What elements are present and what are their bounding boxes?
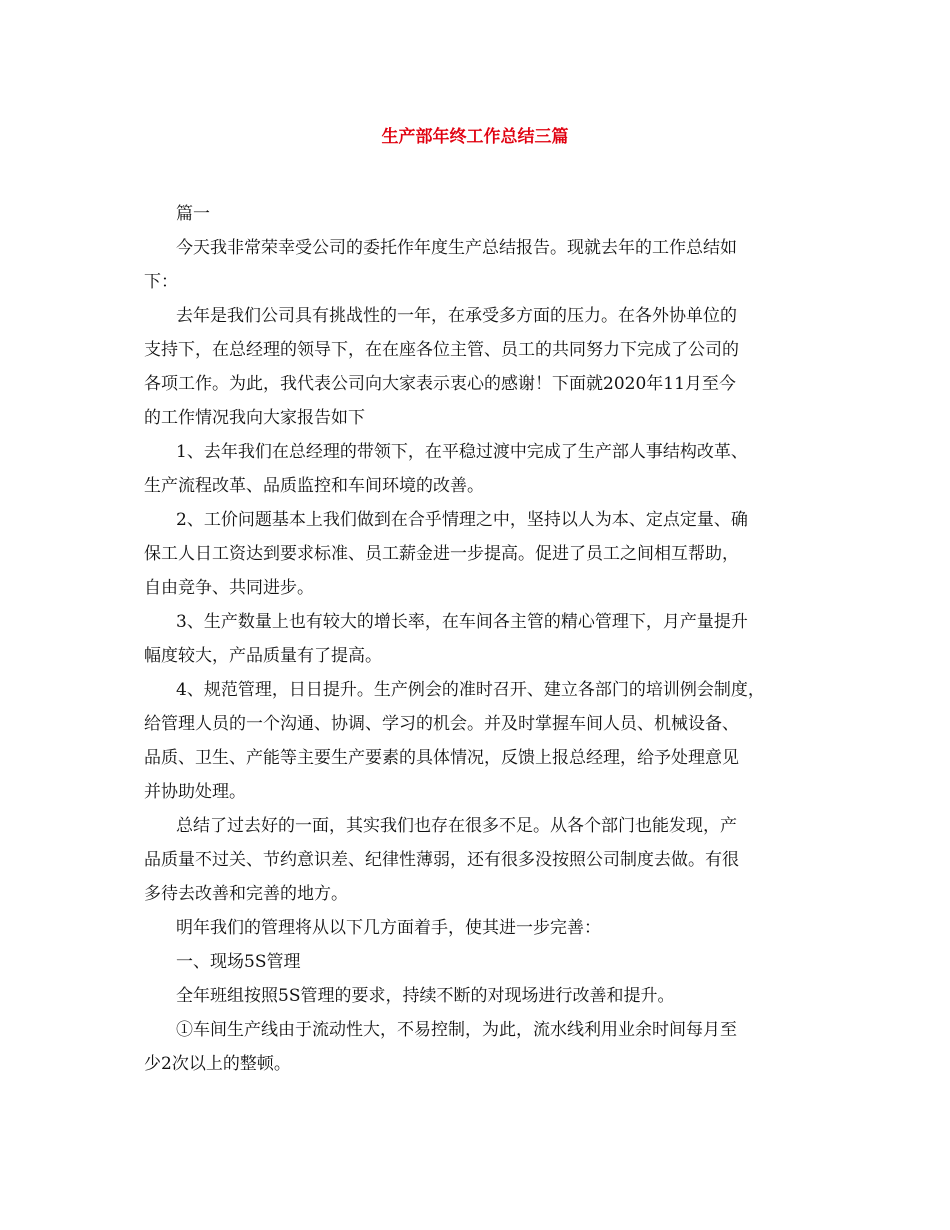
paragraph-line: 去年是我们公司具有挑战性的一年，在承受多方面的压力。在各外协单位的 bbox=[176, 306, 737, 326]
paragraph-line: 多待去改善和完善的地方。 bbox=[144, 884, 348, 904]
document-title: 生产部年终工作总结三篇 bbox=[381, 127, 569, 147]
paragraph-line: 明年我们的管理将从以下几方面着手，使其进一步完善： bbox=[176, 918, 601, 938]
list-item-line: 少2次以上的整顿。 bbox=[144, 1054, 291, 1074]
paragraph-line: 全年班组按照5S管理的要求，持续不断的对现场进行改善和提升。 bbox=[176, 986, 675, 1006]
document-body bbox=[144, 197, 808, 1081]
paragraph-line: 品质量不过关、节约意识差、纪律性薄弱，还有很多没按照公司制度去做。有很 bbox=[144, 850, 739, 870]
paragraph-line: 今天我非常荣幸受公司的委托作年度生产总结报告。现就去年的工作总结如 bbox=[176, 238, 737, 258]
list-item-line: 并协助处理。 bbox=[144, 782, 246, 802]
paragraph-line: 各项工作。为此，我代表公司向大家表示衷心的感谢！下面就2020年11月至今 bbox=[144, 374, 736, 394]
section-heading: 篇一 bbox=[176, 204, 210, 224]
list-item-line: 1、去年我们在总经理的带领下，在平稳过渡中完成了生产部人事结构改革、 bbox=[176, 442, 748, 462]
list-item-line: ①车间生产线由于流动性大，不易控制，为此，流水线利用业余时间每月至 bbox=[176, 1020, 737, 1040]
list-item-line: 给管理人员的一个沟通、协调、学习的机会。并及时掌握车间人员、机械设备、 bbox=[144, 714, 739, 734]
list-item-line: 4、规范管理，日日提升。生产例会的准时召开、建立各部门的培训例会制度， bbox=[176, 680, 765, 700]
list-item-line: 自由竞争、共同进步。 bbox=[144, 578, 314, 598]
list-item-line: 3、生产数量上也有较大的增长率，在车间各主管的精心管理下，月产量提升 bbox=[176, 612, 748, 632]
list-item-line: 幅度较大，产品质量有了提高。 bbox=[144, 646, 382, 666]
list-item-line: 品质、卫生、产能等主要生产要素的具体情况，反馈上报总经理，给予处理意见 bbox=[144, 748, 739, 768]
subsection-heading: 一、现场5S管理 bbox=[176, 952, 301, 972]
list-item-line: 保工人日工资达到要求标准、员工薪金进一步提高。促进了员工之间相互帮助， bbox=[144, 544, 739, 564]
paragraph-line: 下： bbox=[144, 272, 178, 292]
paragraph-line: 支持下，在总经理的领导下，在在座各位主管、员工的共同努力下完成了公司的 bbox=[144, 340, 739, 360]
paragraph-line: 总结了过去好的一面，其实我们也存在很多不足。从各个部门也能发现，产 bbox=[176, 816, 737, 836]
paragraph-line: 的工作情况我向大家报告如下 bbox=[144, 408, 365, 428]
list-item-line: 2、工价问题基本上我们做到在合乎情理之中，坚持以人为本、定点定量、确 bbox=[176, 510, 748, 530]
list-item-line: 生产流程改革、品质监控和车间环境的改善。 bbox=[144, 476, 484, 496]
